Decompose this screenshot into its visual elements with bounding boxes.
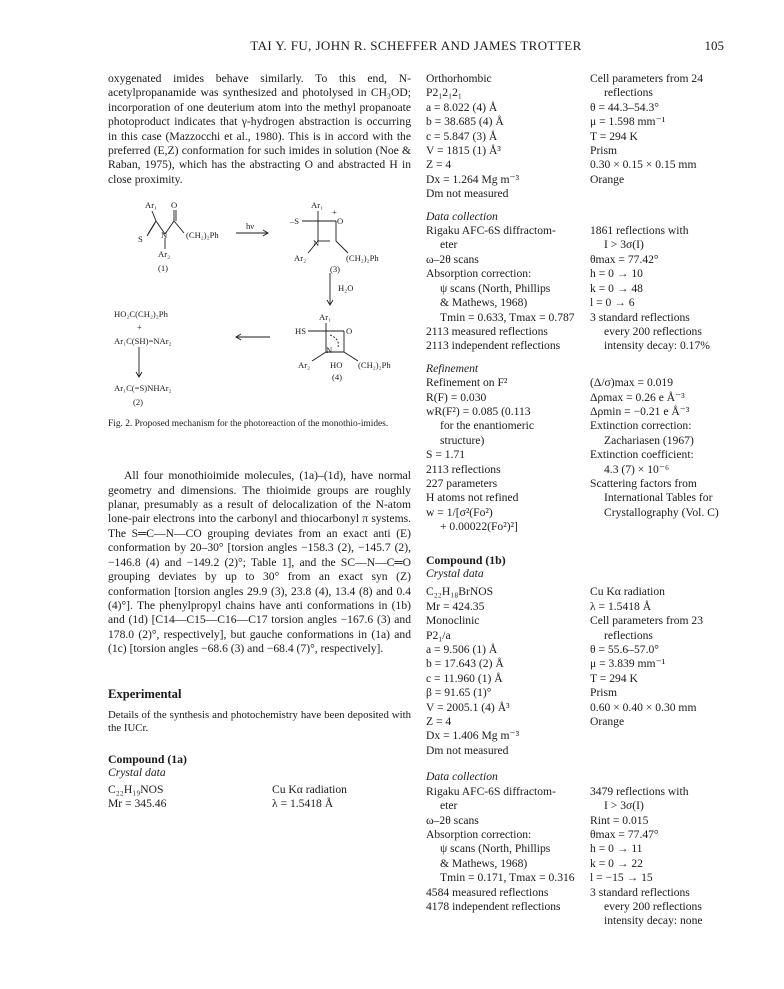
crystal-data-heading-1a: Crystal data bbox=[108, 766, 166, 780]
block4-cell: Dm not measured bbox=[426, 743, 509, 757]
block1-cell: a = 8.022 (4) Å bbox=[426, 100, 498, 114]
block4-cell bbox=[590, 744, 736, 758]
block3-cell: 4.3 (7) × 10⁻⁶ bbox=[604, 462, 669, 476]
block5-cell: l = −15 → 15 bbox=[590, 871, 653, 885]
block2-cell: intensity decay: 0.17% bbox=[604, 339, 710, 353]
block5-cell: Rint = 0.015 bbox=[590, 813, 649, 827]
block2-cell: 3 standard reflections bbox=[590, 310, 690, 324]
block5-cell: every 200 reflections bbox=[604, 899, 702, 913]
scheme-n-a: N bbox=[161, 230, 168, 241]
scheme-ar2-a: Ar₂ bbox=[158, 249, 171, 260]
data-collection-1a-table bbox=[426, 224, 736, 354]
block4-cell: Cu Kα radiation bbox=[590, 585, 665, 599]
compound-1b-heading: Compound (1b) bbox=[426, 552, 506, 567]
block3-cell: Scattering factors from bbox=[590, 476, 697, 490]
block1-cell: b = 38.685 (4) Å bbox=[426, 115, 504, 129]
left-column bbox=[108, 72, 411, 811]
block2-cell: 1861 reflections with bbox=[590, 224, 689, 238]
block3-cell bbox=[590, 520, 736, 534]
block5-cell: h = 0 → 11 bbox=[590, 842, 643, 856]
block5-cell: ψ scans (North, Phillips bbox=[440, 842, 551, 856]
crystal-data-1a-table bbox=[426, 72, 736, 202]
block5-cell: & Mathews, 1968) bbox=[440, 856, 528, 870]
block4-cell: C₂₂H₁₈BrNOS bbox=[426, 585, 494, 599]
scheme-product-thioimidic: Ar₁C(SH)=NAr₂ bbox=[114, 336, 172, 347]
scheme-product-thioamide: Ar₁C(=S)NHAr₂ bbox=[114, 383, 172, 394]
block5-cell bbox=[426, 914, 590, 928]
block5-cell: 4178 independent reflections bbox=[426, 899, 561, 913]
scheme-label-4: (4) bbox=[332, 372, 343, 383]
figure-caption: Fig. 2. Proposed mechanism for the photoreaction of the monothio-imides. bbox=[108, 419, 389, 430]
block5-cell: Absorption correction: bbox=[426, 827, 532, 841]
block3-cell: Crystallography (Vol. C) bbox=[604, 505, 719, 519]
compound-1a-heading: Compound (1a) bbox=[108, 751, 187, 766]
block1-cell: 0.30 × 0.15 × 0.15 mm bbox=[590, 158, 697, 172]
block2-cell: k = 0 → 48 bbox=[590, 281, 643, 295]
block2-cell: ψ scans (North, Phillips bbox=[440, 281, 551, 295]
page-number: 105 bbox=[704, 38, 724, 53]
block5-cell: intensity decay: none bbox=[604, 914, 703, 928]
block1-cell: reflections bbox=[604, 86, 653, 100]
scheme-n-c: N bbox=[326, 345, 333, 356]
block4-cell: reflections bbox=[604, 628, 653, 642]
block3-cell: + 0.00022(Fo²)²] bbox=[440, 520, 518, 534]
block2-cell: 2113 independent reflections bbox=[426, 339, 561, 353]
block1-cell: P2₁2₁2₁ bbox=[426, 86, 462, 100]
block5-cell: ω–2θ scans bbox=[426, 813, 479, 827]
block4-cell: V = 2005.1 (4) Å³ bbox=[426, 700, 510, 714]
block4-cell: Cell parameters from 23 bbox=[590, 614, 703, 628]
block1-cell: V = 1815 (1) Å³ bbox=[426, 144, 501, 158]
scheme-ch2ph-c: (CH₂)₂Ph bbox=[358, 360, 391, 371]
scheme-ho-c: HO bbox=[330, 360, 343, 371]
scheme-plus-b: + bbox=[332, 207, 337, 218]
scheme-product-plus: + bbox=[137, 322, 142, 333]
scheme-ar1-c: Ar₁ bbox=[319, 312, 332, 323]
block1-cell: θ = 44.3–54.3° bbox=[590, 100, 659, 114]
block4-cell: T = 294 K bbox=[590, 671, 638, 685]
block3-cell: Zachariasen (1967) bbox=[604, 433, 694, 447]
block2-cell: 2113 measured reflections bbox=[426, 324, 548, 338]
scheme-product-acid: HO₂C(CH₂)₂Ph bbox=[114, 309, 168, 320]
block1-cell: Dx = 1.264 Mg m⁻³ bbox=[426, 172, 520, 186]
scheme-ar1-a: Ar₁ bbox=[145, 200, 158, 211]
block4-cell: μ = 3.839 mm⁻¹ bbox=[590, 657, 666, 671]
block2-cell: eter bbox=[440, 238, 458, 252]
scheme-ar2-c: Ar₂ bbox=[298, 360, 311, 371]
data-collection-heading-1a: Data collection bbox=[426, 209, 498, 223]
block3-cell: Δρmax = 0.26 e Å⁻³ bbox=[590, 390, 685, 404]
block5-cell: k = 0 → 22 bbox=[590, 856, 643, 870]
block2-cell: Absorption correction: bbox=[426, 267, 532, 281]
block3-cell: wR(F²) = 0.085 (0.113 bbox=[426, 404, 531, 418]
block5-cell: eter bbox=[440, 799, 458, 813]
c1a-row bbox=[108, 783, 411, 812]
scheme-o-c: O bbox=[346, 326, 353, 337]
block3-cell: for the enantiomeric bbox=[440, 419, 534, 433]
experimental-heading: Experimental bbox=[108, 686, 182, 701]
refinement-heading-1a: Refinement bbox=[426, 361, 479, 375]
block4-cell: Mr = 424.35 bbox=[426, 599, 485, 613]
scheme-s-b: –S bbox=[290, 216, 300, 227]
scheme-h2o: H₂O bbox=[338, 283, 354, 294]
block3-cell: (Δ/σ)max = 0.019 bbox=[590, 376, 674, 390]
experimental-text: Details of the synthesis and photochemistry have been deposited with the IUCr. bbox=[108, 708, 411, 735]
block3-cell: Extinction correction: bbox=[590, 419, 692, 433]
block4-cell: Z = 4 bbox=[426, 715, 452, 729]
scheme-o-a: O bbox=[171, 200, 178, 211]
c1a-formula: C₂₂H₁₉NOS bbox=[108, 782, 164, 796]
block2-cell: & Mathews, 1968) bbox=[440, 296, 528, 310]
block3-cell: 227 parameters bbox=[426, 476, 498, 490]
block2-cell: ω–2θ scans bbox=[426, 252, 479, 266]
block4-cell: c = 11.960 (1) Å bbox=[426, 671, 503, 685]
block3-cell: H atoms not refined bbox=[426, 491, 519, 505]
block4-cell: Dx = 1.406 Mg m⁻³ bbox=[426, 729, 520, 743]
block1-cell: Z = 4 bbox=[426, 158, 452, 172]
block4-cell: Orange bbox=[590, 715, 625, 729]
scheme-hv: hν bbox=[246, 221, 255, 232]
block5-cell: 3479 reflections with bbox=[590, 784, 689, 798]
block2-cell: Tmin = 0.633, Tmax = 0.787 bbox=[440, 310, 575, 324]
block2-cell: l = 0 → 6 bbox=[590, 296, 635, 310]
block2-cell: h = 0 → 10 bbox=[590, 267, 643, 281]
scheme-bonds bbox=[108, 197, 411, 441]
block1-cell: Dm not measured bbox=[426, 187, 509, 201]
right-column bbox=[426, 72, 736, 929]
scheme-ar2-b: Ar₂ bbox=[294, 253, 307, 264]
crystal-data-heading-1b: Crystal data bbox=[426, 567, 484, 580]
scheme-ar1-b: Ar₁ bbox=[311, 200, 324, 211]
block5-cell: θmax = 77.47° bbox=[590, 827, 659, 841]
block4-cell: θ = 55.6–57.0° bbox=[590, 643, 659, 657]
block5-cell: 4584 measured reflections bbox=[426, 885, 549, 899]
block3-cell: w = 1/[σ²(Fo²) bbox=[426, 505, 493, 519]
block1-cell: T = 294 K bbox=[590, 129, 638, 143]
c1a-radiation: Cu Kα radiation bbox=[272, 782, 347, 796]
block1-cell: Prism bbox=[590, 144, 618, 158]
block2-cell: θmax = 77.42° bbox=[590, 252, 659, 266]
block4-cell: b = 17.643 (2) Å bbox=[426, 657, 504, 671]
crystal-data-1b-table bbox=[426, 585, 736, 758]
block5-cell: I > 3σ(I) bbox=[604, 799, 644, 813]
c1a-lambda: λ = 1.5418 Å bbox=[272, 796, 334, 810]
scheme-ch2ph-a: (CH₂)₂Ph bbox=[186, 230, 219, 241]
block3-cell: Refinement on F² bbox=[426, 376, 508, 390]
block5-cell: Rigaku AFC-6S diffractom- bbox=[426, 784, 556, 798]
block4-cell: λ = 1.5418 Å bbox=[590, 599, 652, 613]
block3-cell: R(F) = 0.030 bbox=[426, 390, 487, 404]
scheme-hs-c: HS bbox=[295, 326, 306, 337]
block4-cell: 0.60 × 0.40 × 0.30 mm bbox=[590, 700, 697, 714]
block1-cell: μ = 1.598 mm⁻¹ bbox=[590, 115, 666, 129]
scheme-label-1: (1) bbox=[158, 263, 169, 274]
block2-cell: I > 3σ(I) bbox=[604, 238, 644, 252]
refinement-1a-table bbox=[426, 376, 736, 534]
block1-cell: Cell parameters from 24 bbox=[590, 72, 703, 85]
page-header bbox=[108, 38, 724, 58]
block4-cell: P2₁/a bbox=[426, 628, 451, 642]
running-title: TAI Y. FU, JOHN R. SCHEFFER AND JAMES TROTTER bbox=[250, 38, 582, 53]
block5-cell: Tmin = 0.171, Tmax = 0.316 bbox=[440, 871, 575, 885]
block4-cell: Monoclinic bbox=[426, 614, 480, 628]
block1-cell: Orthorhombic bbox=[426, 72, 492, 85]
block2-cell: Rigaku AFC-6S diffractom- bbox=[426, 224, 556, 238]
block4-cell: β = 91.65 (1)° bbox=[426, 686, 492, 700]
scheme-ch2ph-b: (CH₂)₂Ph bbox=[346, 253, 379, 264]
block5-cell: 3 standard reflections bbox=[590, 885, 690, 899]
data-collection-1b-table bbox=[426, 785, 736, 929]
block3-cell: S = 1.71 bbox=[426, 448, 466, 462]
block1-cell: c = 5.847 (3) Å bbox=[426, 129, 498, 143]
block4-cell bbox=[590, 729, 736, 743]
block4-cell: a = 9.506 (1) Å bbox=[426, 643, 498, 657]
block1-cell: Orange bbox=[590, 172, 625, 186]
intro-paragraph: oxygenated imides behave similarly. To this end, N-acetylpropanamide was synthesized and photolysed in CH₃OD; incorporation of one deuterium atom into the methyl propanoate photoproduct indicates that γ-hydrogen abstraction is occurring in this case (Mazzocchi et al., 1980). This is in accord with the preferred (E,Z) conformation for such imides in solution (Noe & Raban, 1975), which has the abstracting O and abstracted H in close proximity. bbox=[108, 72, 411, 186]
block1-cell bbox=[590, 187, 736, 201]
block3-cell: Δρmin = −0.21 e Å⁻³ bbox=[590, 404, 690, 418]
scheme-n-b: N bbox=[313, 238, 320, 249]
scheme-label-2: (2) bbox=[133, 397, 144, 408]
block3-cell: structure) bbox=[440, 433, 485, 447]
block4-cell: Prism bbox=[590, 686, 618, 700]
data-collection-heading-1b: Data collection bbox=[426, 770, 498, 784]
reaction-scheme bbox=[108, 197, 411, 441]
scheme-s-a: S bbox=[138, 234, 143, 245]
block3-cell: 2113 reflections bbox=[426, 462, 501, 476]
block2-cell: every 200 reflections bbox=[604, 324, 702, 338]
c1a-mr: Mr = 345.46 bbox=[108, 796, 167, 810]
scheme-label-3: (3) bbox=[330, 264, 341, 275]
block3-cell: International Tables for bbox=[604, 491, 713, 505]
block3-cell: Extinction coefficient: bbox=[590, 448, 694, 462]
scheme-o-b: O bbox=[337, 216, 344, 227]
geometry-paragraph: All four monothioimide molecules, (1a)–(1d), have normal geometry and dimensions. The thioimide groups are roughly planar, presumably as a result of delocalization of the N-atom lone-pair electrons into the carbonyl and thiocarbonyl π systems. The S═C—N—CO grouping deviates from an exact anti (E) conformation by 20–30° [torsion angles −158.3 (2), −145.7 (2), −146.8 (4) and −149.2 (2)°; Table 1], and the SC—N—C═O grouping deviates by up to 30° from an exact syn (Z) conformation [torsion angles 29.9 (3), 23.8 (4), 13.4 (8) and 0.4 (4)°]. The phenylpropyl chains have anti conformations in (1b) and (1d) [C14—C15—C16—C17 torsion angles −167.6 (3) and 178.0 (2)°, respectively], but gauche conformations in (1a) and (1c) [torsion angles −68.6 (3) and −68.4 (7)°, respectively]. bbox=[108, 469, 411, 656]
